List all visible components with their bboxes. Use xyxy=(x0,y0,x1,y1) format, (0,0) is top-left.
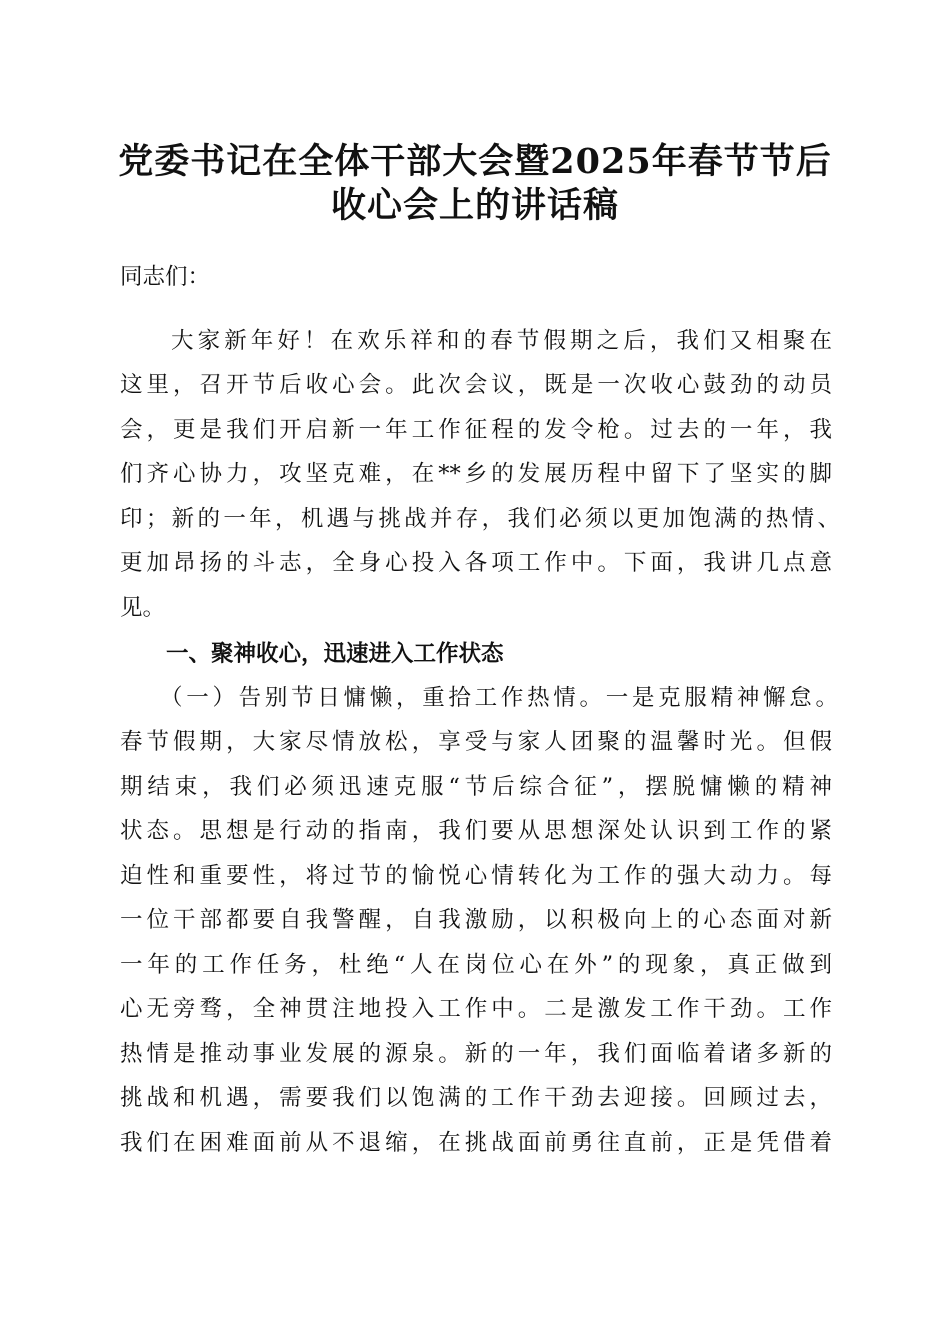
body-line: 见。 xyxy=(120,595,166,621)
body-line: 印；新的一年，机遇与挑战并存，我们必须以更加饱满的热情、 xyxy=(120,506,840,532)
document-title-line-1: 党委书记在全体干部大会暨2025年春节节后 xyxy=(118,141,832,182)
body-line: （一）告别节日慵懒，重拾工作热情。一是克服精神懈怠。 xyxy=(160,685,838,711)
body-line: 大家新年好！在欢乐祥和的春节假期之后，我们又相聚在 xyxy=(171,328,832,354)
body-line: 迫性和重要性，将过节的愉悦心情转化为工作的强大动力。每 xyxy=(120,863,832,889)
body-line: 们齐心协力，攻坚克难，在**乡的发展历程中留下了坚实的脚 xyxy=(120,461,832,487)
body-line: 热情是推动事业发展的源泉。新的一年，我们面临着诸多新的 xyxy=(120,1041,832,1067)
body-line: 挑战和机遇，需要我们以饱满的工作干劲去迎接。回顾过去， xyxy=(120,1085,832,1111)
body-line: 更加昂扬的斗志，全身心投入各项工作中。下面，我讲几点意 xyxy=(120,550,832,576)
body-line: 我们在困难面前从不退缩，在挑战面前勇往直前，正是凭借着 xyxy=(120,1130,832,1156)
body-line: 会，更是我们开启新一年工作征程的发令枪。过去的一年，我 xyxy=(120,417,832,443)
body-line: 一位干部都要自我警醒，自我激励，以积极向上的心态面对新 xyxy=(120,907,832,933)
body-line: 这里，召开节后收心会。此次会议，既是一次收心鼓劲的动员 xyxy=(120,372,832,398)
salutation: 同志们： xyxy=(120,264,211,290)
body-line: 心无旁骛，全神贯注地投入工作中。二是激发工作干劲。工作 xyxy=(120,996,832,1022)
body-line: 状态。思想是行动的指南，我们要从思想深处认识到工作的紧 xyxy=(120,818,832,844)
section-heading: 一、聚神收心，迅速进入工作状态 xyxy=(166,641,504,667)
body-line: 春节假期，大家尽情放松，享受与家人团聚的温馨时光。但假 xyxy=(120,729,832,755)
document-title-line-2: 收心会上的讲话稿 xyxy=(330,185,619,226)
body-line: 一年的工作任务，杜绝“人在岗位心在外”的现象，真正做到 xyxy=(120,952,832,978)
body-line: 期结束，我们必须迅速克服“节后综合征”，摆脱慵懒的精神 xyxy=(120,774,832,800)
